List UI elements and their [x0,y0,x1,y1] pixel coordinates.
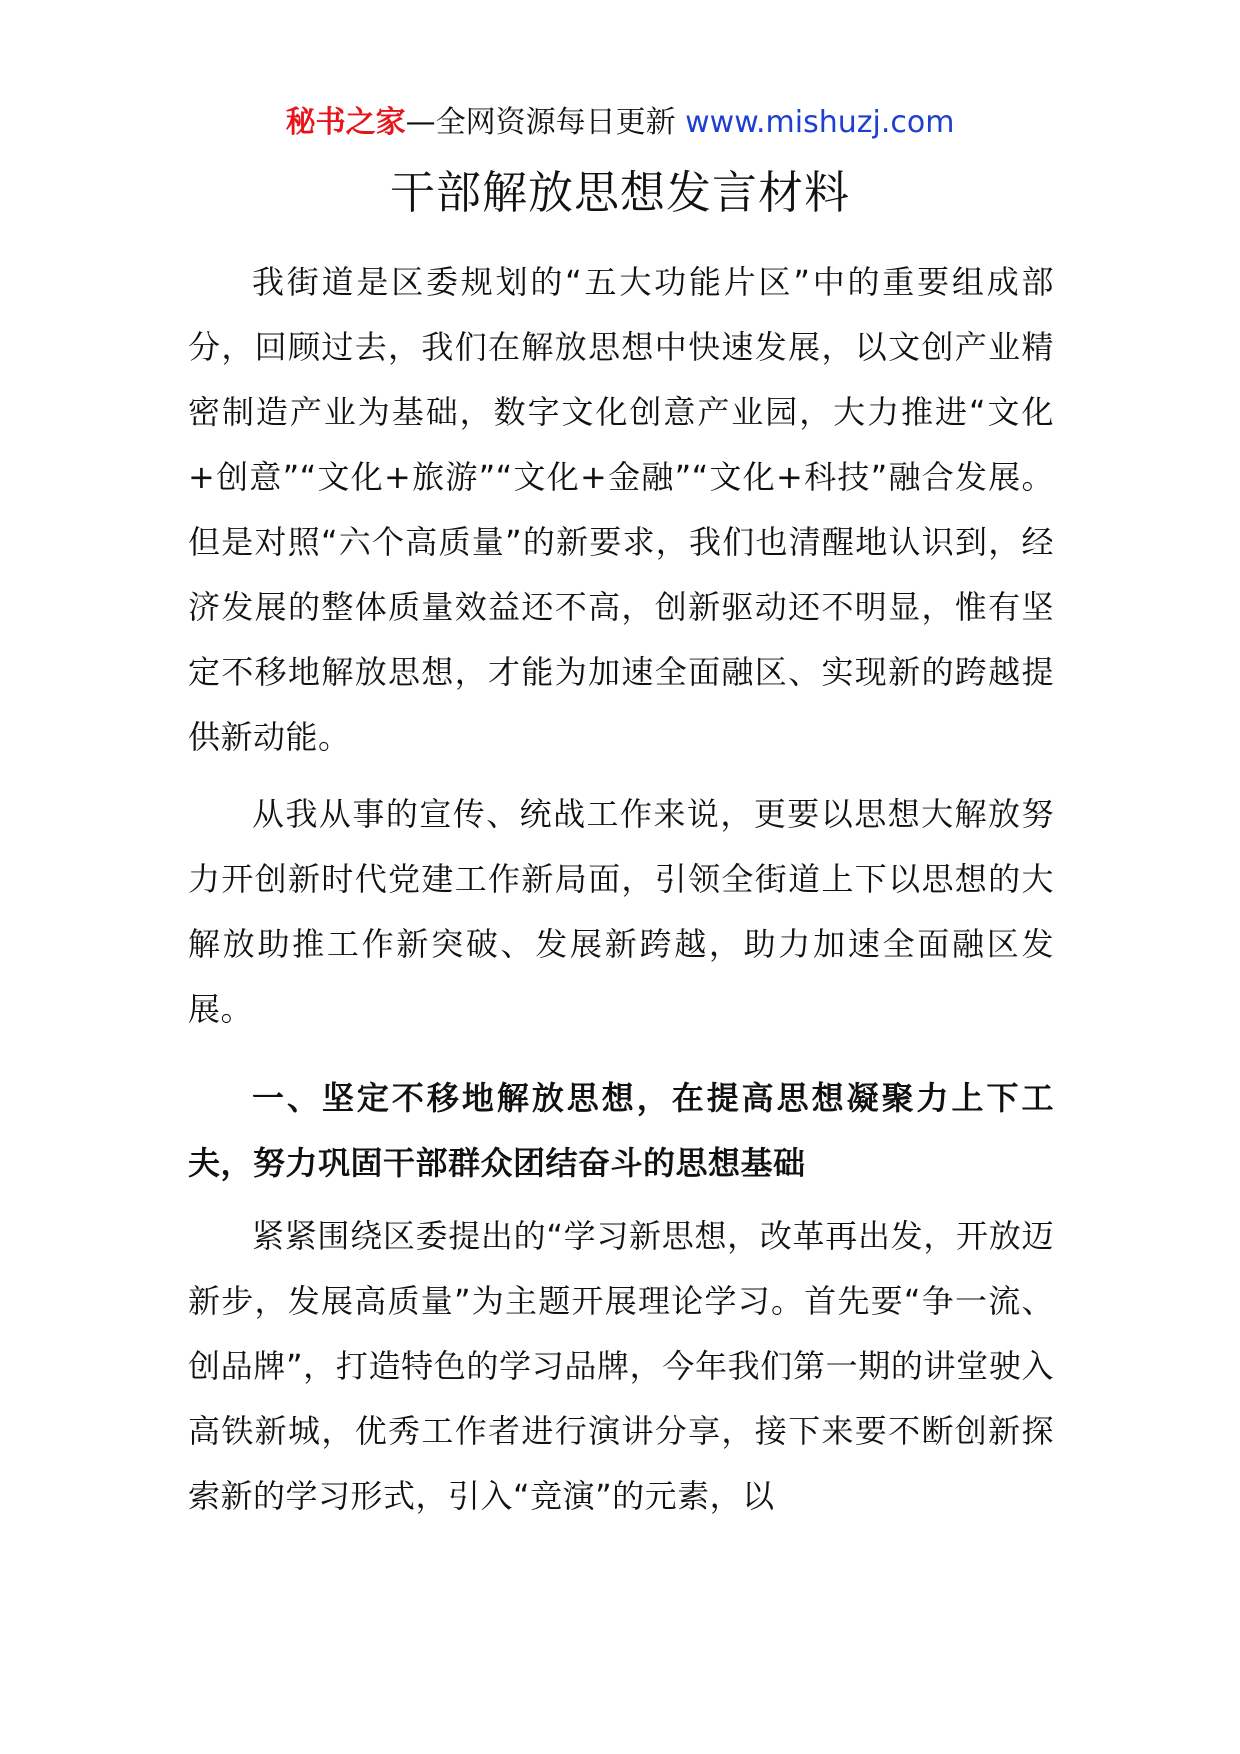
document-body [188,250,1054,1541]
header-tagline: —全网资源每日更新 [405,105,676,140]
body-paragraph-2: 从我从事的宣传、统战工作来说，更要以思想大解放努力开创新时代党建工作新局面，引领全街道上下以思想的大解放助推工作新突破、发展新跨越，助力加速全面融区发展。 [188,795,1054,1028]
site-header [0,103,1240,143]
body-paragraph-1: 我街道是区委规划的“五大功能片区”中的重要组成部分，回顾过去，我们在解放思想中快速发展，以文创产业精密制造产业为基础，数字文化创意产业园，大力推进“文化+创意”“文化+旅游”“文化+金融”“文化+科技”融合发展。但是对照“六个高质量”的新要求，我们也清醒地认识到，经济发展的整体质量效益还不高，创新驱动还不明显，惟有坚定不移地解放思想，才能为加速全面融区、实现新的跨越提供新动能。 [188,263,1054,756]
brand-name: 秘书之家 [285,105,406,140]
site-url-link[interactable]: www.mishuzj.com [685,105,955,140]
section-heading-1: 一、坚定不移地解放思想，在提高思想凝聚力上下工夫，努力巩固干部群众团结奋斗的思想基础 [188,1079,1054,1182]
document-title: 干部解放思想发言材料 [389,166,850,219]
section-1-paragraph: 紧紧围绕区委提出的“学习新思想，改革再出发，开放迈新步，发展高质量”为主题开展理论学习。首先要“争一流、创品牌”，打造特色的学习品牌，今年我们第一期的讲堂驶入高铁新城，优秀工作者进行演讲分享，接下来要不断创新探索新的学习形式，引入“竞演”的元素，以 [188,1217,1054,1515]
